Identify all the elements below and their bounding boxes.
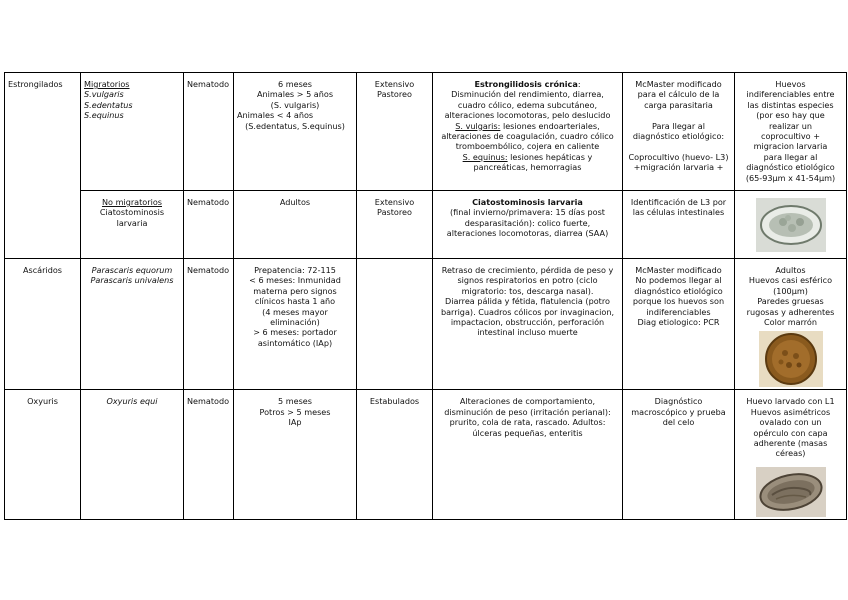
egg-line: (65-93µm x 41-54µm): [745, 172, 836, 183]
age-cell: [234, 390, 357, 520]
row-estrongilados-migratorios: [5, 73, 847, 191]
clinical-species-text: lesiones hepáticas y: [507, 151, 593, 162]
type-cell: [184, 390, 234, 520]
age-line: Animales > 5 años: [256, 89, 334, 100]
diagnosis-line: No podemos llegar al: [635, 275, 722, 286]
age-line: 6 meses: [278, 79, 312, 89]
egg-line: Huevos asimétricos: [750, 406, 831, 417]
type-label: Nematodo: [187, 197, 230, 207]
age-line: 5 meses: [278, 396, 312, 407]
species-item: Parascaris equorum: [91, 265, 173, 275]
egg-image-cell: [735, 191, 847, 259]
age-line: materna pero signos: [253, 285, 337, 296]
clinical-line: impactacion, obstrucción, perforación: [450, 317, 605, 328]
species-cell: [81, 73, 184, 191]
age-line: asintomático (IAp): [257, 337, 333, 348]
system-line: Extensivo: [374, 197, 415, 207]
species-item: S.edentatus: [84, 99, 133, 110]
system-cell: [357, 191, 433, 259]
clinical-line: prurito, cola de rata, rascado. Adultos:: [449, 417, 606, 428]
type-cell: [184, 73, 234, 191]
clinical-species-label: S. equinus:: [462, 151, 508, 162]
diagnosis-cell: [623, 73, 735, 191]
clinical-line: signos respiratorios en potro (ciclo: [457, 275, 598, 286]
clinical-line: alteraciones locomotoras, pelo deslucido: [444, 110, 611, 121]
diagnosis-line: Identificación de L3 por: [630, 197, 727, 207]
diagnosis-line: McMaster modificado: [635, 265, 722, 275]
clinical-line: Diarrea pálida y fétida, flatulencia (potro: [445, 296, 610, 307]
type-cell: [184, 191, 234, 259]
age-line: Animales < 4 años: [237, 110, 314, 121]
diagnosis-line: [626, 110, 731, 120]
species-item: Oxyuris equi: [106, 396, 158, 407]
clinical-species-text: lesiones endoarteriales,: [500, 120, 600, 131]
clinical-line: barriga). Cuadros cólicos por invaginacion,: [440, 306, 615, 317]
diagnosis-line: carga parasitaria: [644, 99, 713, 110]
row-oxyuris: [5, 390, 847, 520]
diagnosis-cell: [623, 191, 735, 259]
system-cell: [357, 259, 433, 390]
type-label: Nematodo: [187, 396, 230, 407]
clinical-line: pancreáticas, hemorragias: [473, 162, 582, 173]
diagnosis-line: +migración larvaria +: [633, 162, 724, 173]
species-item: Parascaris univalens: [90, 275, 174, 286]
clinical-title: Estrongilidosis crónica: [474, 79, 578, 89]
clinical-line: disminución de peso (irritación perianal):: [444, 406, 611, 417]
diagnosis-line: diagnóstico etiológico: [634, 285, 723, 296]
clinical-line: migratorio: tos, descarga nasal).: [461, 285, 594, 296]
egg-line: Huevos: [775, 79, 806, 89]
egg-line: adherente (masas: [753, 438, 828, 449]
egg-line: céreas): [775, 448, 806, 459]
diagnosis-line: Diag etiologico: PCR: [637, 317, 720, 328]
diagnosis-cell: [623, 390, 735, 520]
clinical-line: Alteraciones de comportamiento,: [459, 396, 596, 407]
group-cell: [5, 73, 81, 259]
diagnosis-line: diagnóstico etiológico:: [632, 131, 725, 142]
group-label: Ascáridos: [22, 265, 63, 275]
diagnosis-line: porque los huevos son: [632, 296, 725, 307]
egg-line: coprocultivo +: [761, 131, 820, 142]
clinical-line: desparasitación): colico fuerte,: [464, 217, 591, 228]
egg-line: Huevo larvado con L1: [746, 396, 835, 407]
diagnosis-line: las células intestinales: [632, 207, 725, 218]
egg-line: Adultos: [775, 265, 806, 275]
egg-line: diagnóstico etiológico: [746, 162, 835, 173]
oxyuris-egg-image: [756, 467, 826, 517]
clinical-line: intestinal incluso muerte: [477, 327, 578, 338]
clinical-line: Disminución del rendimiento, diarrea,: [451, 89, 604, 100]
egg-line: (por eso hay que: [756, 110, 825, 121]
egg-line: Color marrón: [764, 317, 817, 328]
diagnosis-line: indiferenciables: [646, 306, 711, 317]
diagnosis-line: para el cálculo de la: [637, 89, 720, 100]
subgroup-title: No migratorios: [101, 197, 162, 207]
age-line: clínicos hasta 1 año: [254, 296, 336, 307]
diagnosis-line: Para llegar al: [651, 120, 706, 131]
clinical-cell: [433, 259, 623, 390]
system-line: Pastoreo: [377, 207, 412, 218]
clinical-species-label: S. vulgaris:: [455, 120, 501, 131]
egg-line: migracion larvaria: [753, 141, 828, 152]
system-line: Extensivo: [374, 79, 415, 89]
clinical-cell: [433, 390, 623, 520]
species-item: S.equinus: [84, 110, 124, 121]
clinical-line: alteraciones de coagulación, cuadro cólico: [441, 131, 614, 142]
age-line: Potros > 5 meses: [259, 406, 331, 417]
group-label: Oxyuris: [27, 396, 58, 407]
system-cell: [357, 73, 433, 191]
type-label: Nematodo: [187, 265, 230, 275]
diagnosis-line: Diagnóstico: [654, 396, 703, 407]
egg-line: ovalado con un: [759, 417, 822, 428]
species-item: Ciatostominosis larvaria: [99, 207, 165, 228]
species-cell: [81, 191, 184, 259]
age-line: > 6 meses: portador: [253, 327, 337, 338]
age-line: Prepatencia: 72-115: [254, 265, 336, 275]
system-cell: [357, 390, 433, 520]
clinical-cell: [433, 73, 623, 191]
age-line: eliminación): [270, 317, 320, 328]
row-ascaridos: [5, 259, 847, 390]
egg-line: (100µm): [773, 285, 808, 296]
egg-line: opérculo con capa: [753, 427, 828, 438]
age-cell: [234, 259, 357, 390]
age-cell: [234, 191, 357, 259]
egg-line: indiferenciables entre: [746, 89, 835, 100]
group-cell: [5, 390, 81, 520]
clinical-title: Ciatostominosis larvaria: [472, 197, 583, 207]
group-cell: [5, 259, 81, 390]
row-estrongilados-no-migratorios: [5, 191, 847, 259]
age-line: (4 meses mayor: [262, 306, 328, 317]
ascarid-egg-image: [759, 331, 823, 387]
diagnosis-line: Coprocultivo (huevo- L3): [628, 151, 729, 162]
egg-line: rugosas y adherentes: [746, 306, 835, 317]
species-cell: [81, 259, 184, 390]
egg-cell: [735, 73, 847, 191]
strongyle-egg-image: [756, 198, 826, 252]
clinical-line: Retraso de crecimiento, pérdida de peso y: [441, 265, 614, 275]
age-line: Adultos: [279, 197, 311, 207]
parasite-table: [4, 72, 847, 520]
clinical-line: alteraciones locomotoras, diarrea (SAA): [446, 228, 609, 239]
subgroup-title: Migratorios: [84, 79, 130, 89]
diagnosis-line: [626, 141, 731, 151]
diagnosis-line: macroscópico y prueba: [631, 406, 726, 417]
age-line: < 6 meses: Inmunidad: [249, 275, 341, 286]
clinical-title-suffix: :: [577, 79, 581, 89]
clinical-cell: [433, 191, 623, 259]
type-cell: [184, 259, 234, 390]
clinical-line: (final invierno/primavera: 15 días post: [450, 207, 605, 218]
type-label: Nematodo: [187, 79, 230, 89]
system-line: Estabulados: [369, 396, 420, 407]
egg-cell: [735, 259, 847, 390]
egg-line: Paredes gruesas: [757, 296, 824, 307]
clinical-line: cuadro cólico, edema subcutáneo,: [457, 99, 598, 110]
species-item: S.vulgaris: [84, 89, 124, 100]
egg-line: realizar un: [769, 120, 812, 131]
age-line: IAp: [288, 417, 302, 428]
diagnosis-line: McMaster modificado: [635, 79, 722, 89]
egg-line: para llegar al: [763, 151, 818, 162]
clinical-line: úlceras pequeñas, enteritis: [472, 427, 583, 438]
diagnosis-cell: [623, 259, 735, 390]
species-cell: [81, 390, 184, 520]
diagnosis-line: del celo: [662, 417, 695, 428]
clinical-line: tromboembólico, cojera en caliente: [455, 141, 600, 152]
system-line: Pastoreo: [377, 89, 412, 100]
age-line: (S.edentatus, S.equinus): [245, 120, 345, 131]
group-label: Estrongilados: [8, 79, 63, 89]
age-cell: [234, 73, 357, 191]
egg-line: las distintas especies: [747, 99, 834, 110]
egg-line: Huevos casi esférico: [748, 275, 833, 286]
egg-cell: [735, 390, 847, 520]
age-line: (S. vulgaris): [270, 99, 320, 110]
